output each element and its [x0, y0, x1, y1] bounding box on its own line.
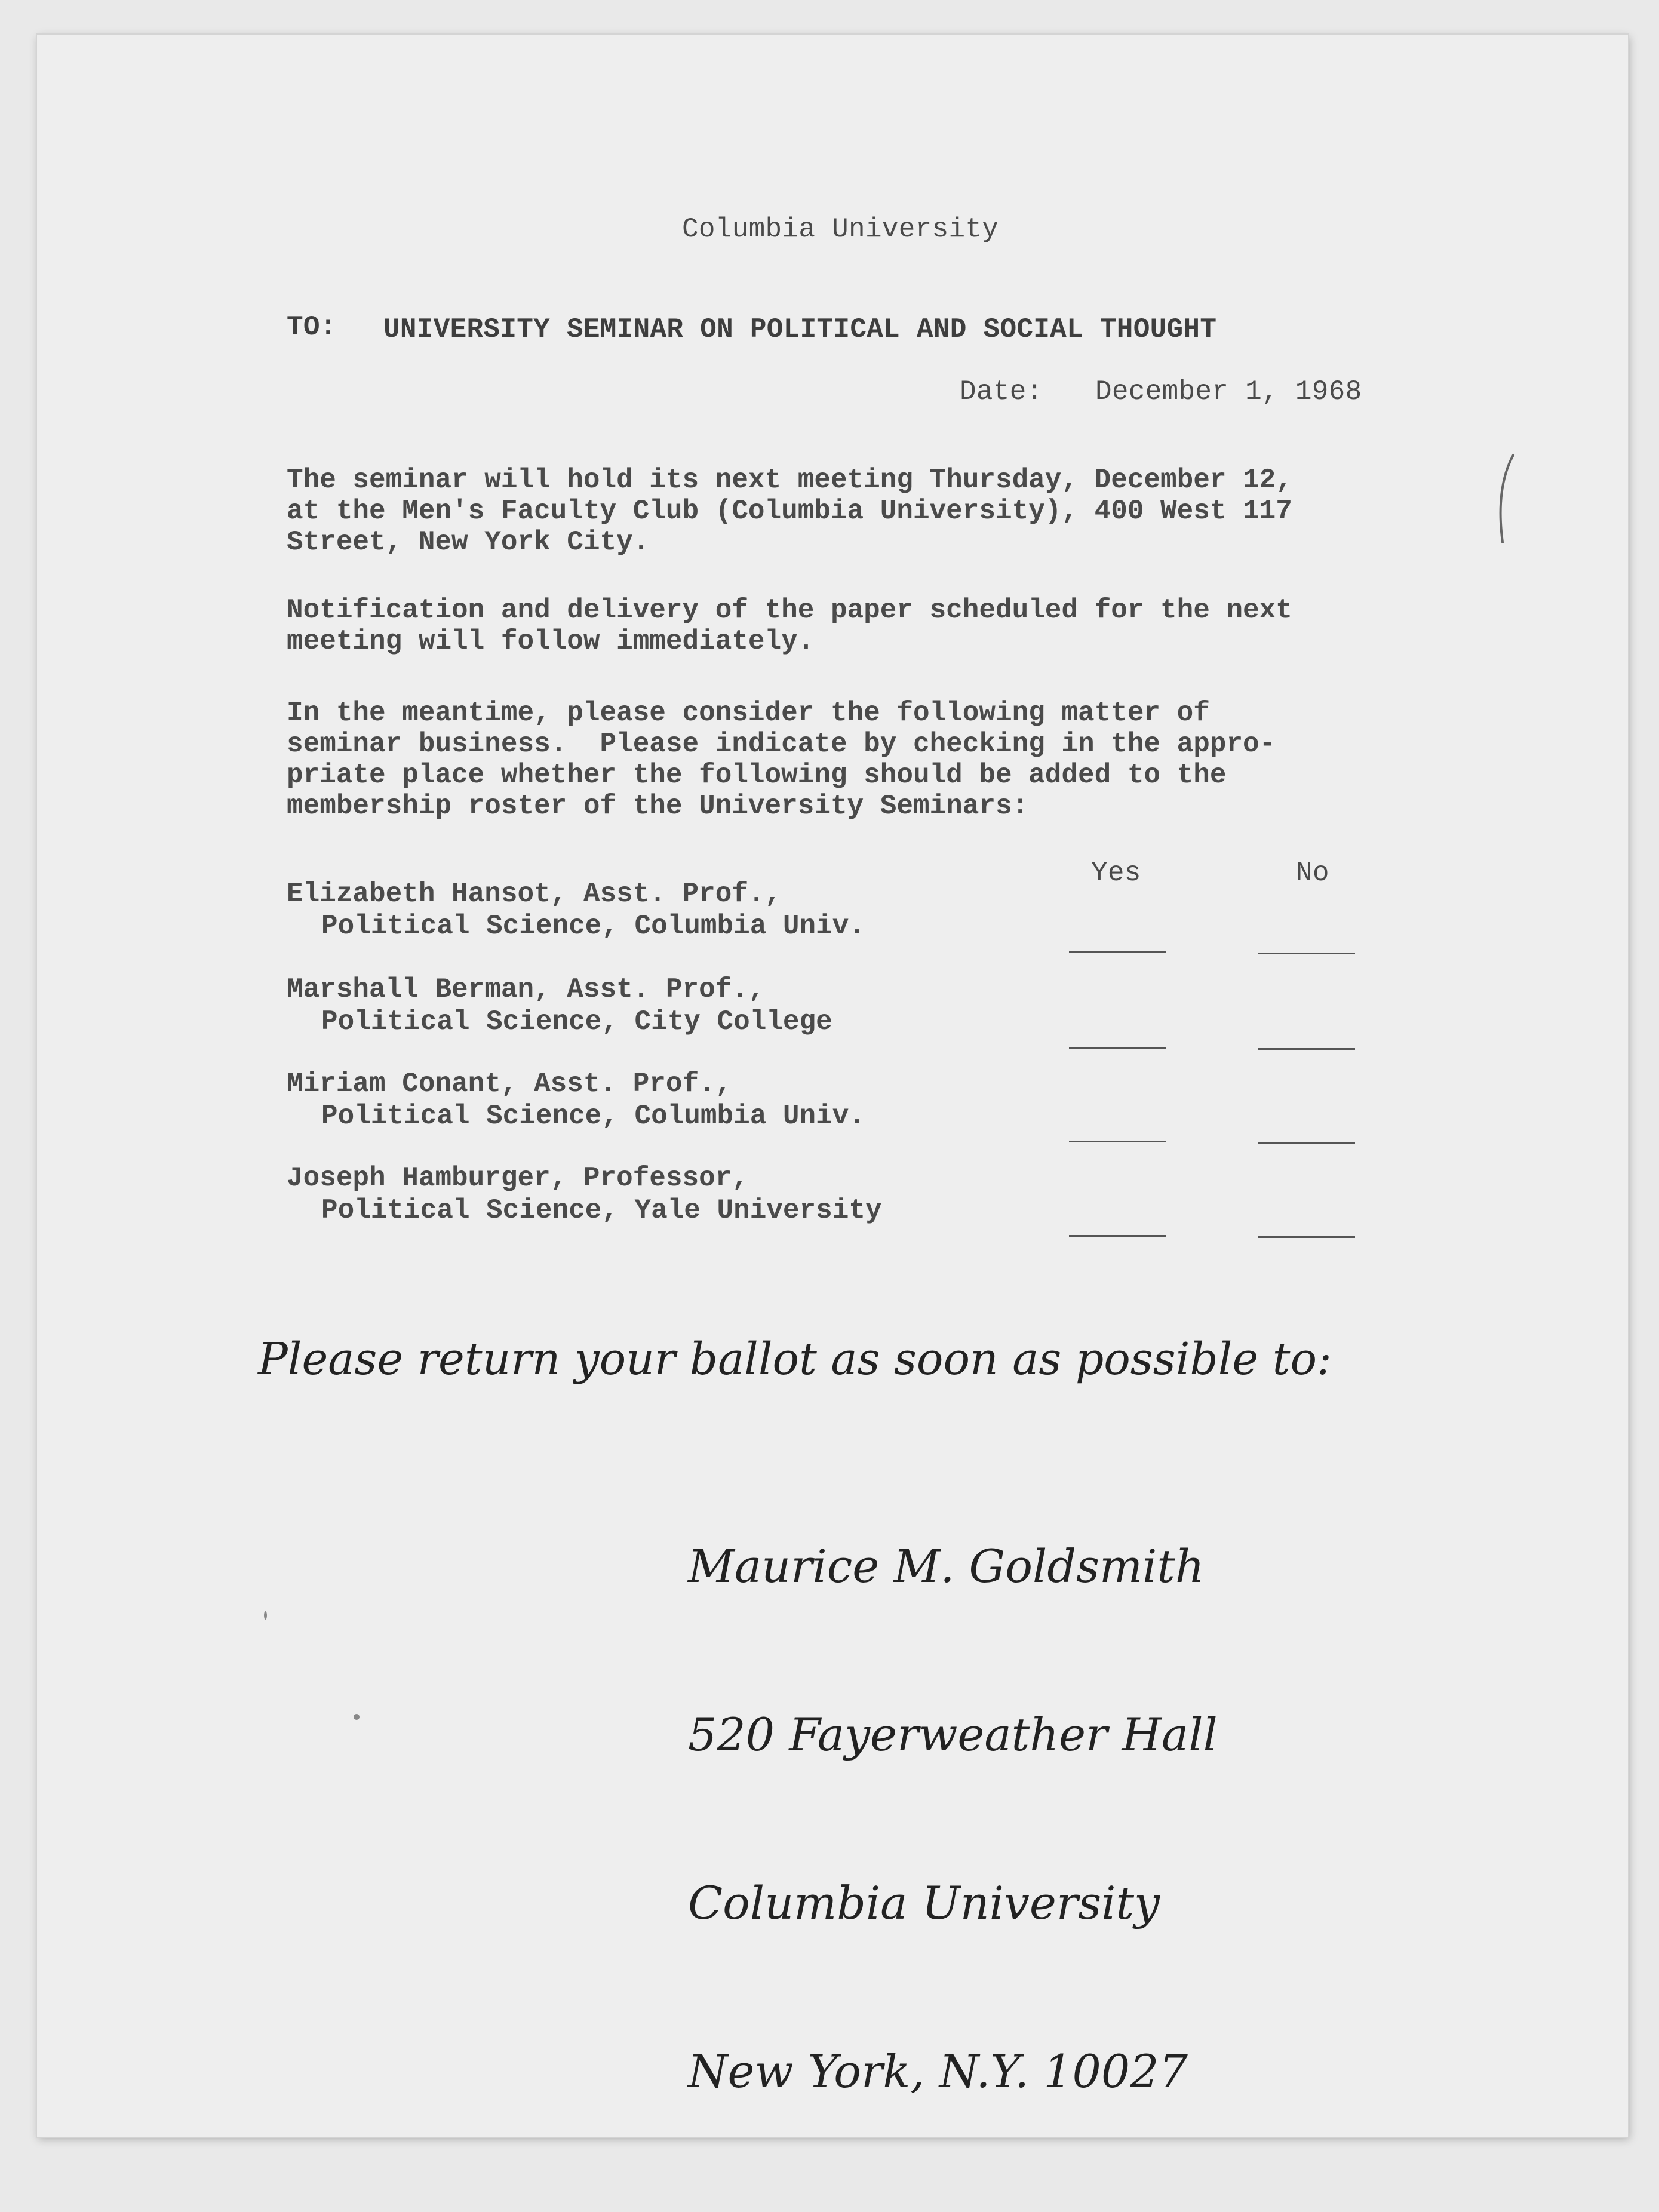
paper-speck: [264, 1611, 267, 1620]
member-affiliation: Political Science, City College: [321, 1006, 832, 1037]
member-affiliation: Political Science, Yale University: [321, 1195, 882, 1226]
member-entry: [287, 878, 865, 942]
paragraph-line: Notification and delivery of the paper scheduled for the next: [287, 595, 1292, 626]
yes-checkbox-line[interactable]: [1069, 1235, 1166, 1237]
yes-checkbox-line[interactable]: [1069, 1047, 1166, 1049]
no-checkbox-line[interactable]: [1258, 1236, 1355, 1238]
pen-stroke-mark: [1493, 453, 1517, 548]
meeting-paragraph: [287, 465, 1292, 558]
to-label: TO:: [287, 312, 337, 343]
yes-column-header: Yes: [1091, 858, 1141, 889]
member-entry: [287, 1162, 882, 1227]
document-page: [37, 35, 1628, 2137]
handwritten-return-address: [688, 1426, 1218, 2212]
paragraph-line: Street, New York City.: [287, 527, 650, 558]
member-name: Elizabeth Hansot, Asst. Prof.,: [287, 878, 782, 910]
no-checkbox-line[interactable]: [1258, 953, 1355, 954]
paragraph-line: membership roster of the University Seminars:: [287, 791, 1029, 822]
member-name: Miriam Conant, Asst. Prof.,: [287, 1068, 732, 1099]
member-entry: [287, 1068, 865, 1132]
paragraph-line: The seminar will hold its next meeting Thursday, December 12,: [287, 465, 1292, 496]
institution-heading: Columbia University: [682, 214, 999, 245]
address-line: Columbia University: [688, 1876, 1160, 1930]
yes-checkbox-line[interactable]: [1069, 1141, 1166, 1142]
paragraph-line: seminar business. Please indicate by checking in the appro-: [287, 729, 1276, 760]
paragraph-line: priate place whether the following should be added to the: [287, 760, 1227, 791]
business-paragraph: [287, 698, 1276, 822]
no-column-header: No: [1296, 858, 1329, 889]
recipient-line: UNIVERSITY SEMINAR ON POLITICAL AND SOCIAL THOUGHT: [383, 314, 1217, 345]
member-name: Joseph Hamburger, Professor,: [287, 1163, 748, 1194]
address-line: New York, N.Y. 10027: [688, 2045, 1188, 2098]
date-value: December 1, 1968: [1095, 376, 1362, 407]
address-line: 520 Fayerweather Hall: [688, 1708, 1218, 1761]
paper-speck: [354, 1714, 360, 1720]
member-entry: [287, 973, 832, 1038]
yes-checkbox-line[interactable]: [1069, 951, 1166, 953]
handwritten-instruction: Please return your ballot as soon as possible to:: [258, 1334, 1332, 1385]
member-name: Marshall Berman, Asst. Prof.,: [287, 974, 765, 1005]
paragraph-line: at the Men's Faculty Club (Columbia University), 400 West 117: [287, 496, 1292, 527]
no-checkbox-line[interactable]: [1258, 1048, 1355, 1050]
paragraph-line: meeting will follow immediately.: [287, 626, 815, 657]
date-label: Date:: [960, 376, 1043, 407]
member-affiliation: Political Science, Columbia Univ.: [321, 1101, 865, 1132]
no-checkbox-line[interactable]: [1258, 1142, 1355, 1144]
member-affiliation: Political Science, Columbia Univ.: [321, 911, 865, 942]
address-line: Maurice M. Goldsmith: [688, 1540, 1205, 1593]
paragraph-line: In the meantime, please consider the following matter of: [287, 698, 1210, 729]
notification-paragraph: [287, 595, 1292, 657]
